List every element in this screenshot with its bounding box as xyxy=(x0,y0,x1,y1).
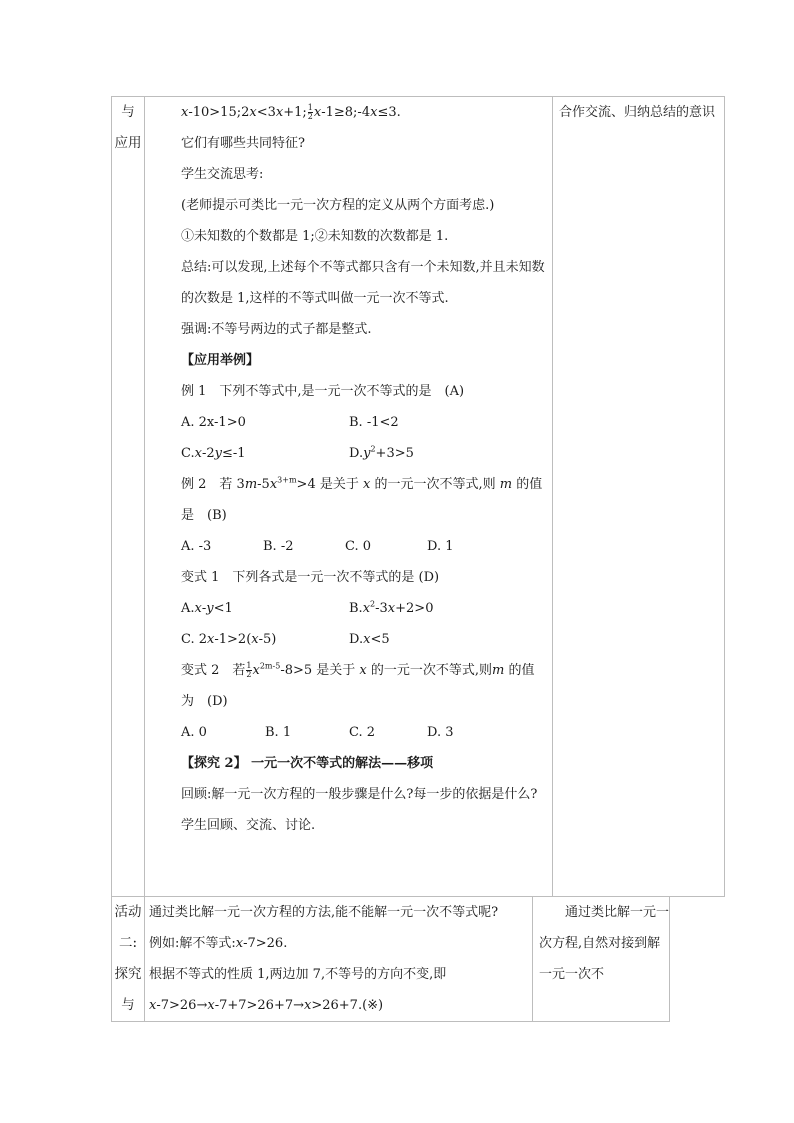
option-d: D. 3 xyxy=(427,725,454,740)
option-b: $B.x^2-3x+2>0$ xyxy=(349,599,434,616)
students-think: 学生交流思考: xyxy=(181,167,264,182)
option-d: D.x<5 xyxy=(349,632,390,647)
fraction: $\frac{1}{2}$ xyxy=(246,661,252,679)
option-b: B. -2 xyxy=(263,539,294,554)
heading-examples: 【应用举例】 xyxy=(181,353,260,368)
analogy-question: 通过类比解一元一次方程的方法,能不能解一元一次不等式呢? xyxy=(149,905,499,920)
variant-1-options-cd xyxy=(181,624,552,655)
design-intent-text: 通过类比解一元一次方程,自然对接到解一元一次不 xyxy=(539,905,670,982)
lesson-table-top xyxy=(111,96,725,897)
lesson-table-bottom xyxy=(111,896,670,1022)
option-a: A. 2x-1>0 xyxy=(181,415,246,430)
design-intent-cell xyxy=(553,97,725,897)
stage-label-line: 二: xyxy=(118,935,138,951)
emphasis-text: 强调:不等号两边的式子都是整式. xyxy=(181,322,372,337)
option-c: C.x-2y≤-1 xyxy=(181,446,246,461)
features-text: ①未知数的个数都是 1;②未知数的次数都是 1. xyxy=(181,229,449,244)
activity-content-cell xyxy=(145,897,533,1022)
stage-label-line: 活动 xyxy=(114,904,142,920)
review-question: 回顾:解一元一次方程的一般步骤是什么?每一步的依据是什么? xyxy=(181,787,538,802)
option-d: $D.y^2+3>5$ xyxy=(349,444,414,461)
example-2-question: 例 2 若 $3m-5x^{3+m}>4$ 是关于 x 的一元一次不等式,则 m 的值 xyxy=(181,475,543,492)
variant-2-question: 变式 2 若 $\frac{1}{2}$ $x^{2m-5}-8>5$ 是关于 x 的一元一次不等式,则m 的值 xyxy=(181,661,535,679)
option-b: B. 1 xyxy=(265,725,292,740)
example-1-options-cd xyxy=(181,438,552,469)
question-common-features: 它们有哪些共同特征? xyxy=(181,136,305,151)
stage-label-line: 应用 xyxy=(114,135,142,151)
stage-label-line: 探究 xyxy=(114,966,142,982)
option-a: A.x-y<1 xyxy=(181,601,233,616)
example-1-question: 例 1 下列不等式中,是一元一次不等式的是 (A) xyxy=(181,384,465,399)
activity-content-cell xyxy=(145,97,553,897)
variant-1-question: 变式 1 下列各式是一元一次不等式的是 (D) xyxy=(181,570,440,585)
fraction: $\frac{1}{2}$ xyxy=(307,103,313,121)
option-a: A. 0 xyxy=(181,725,207,740)
stage-label-line: 与 xyxy=(121,997,135,1013)
stage-label-line: 与 xyxy=(121,104,135,120)
variant-2-options xyxy=(181,717,552,748)
inequality-list: x-10>15;2x<3x+1; $\frac{1}{2}$ x-1≥8;-4x≤3. xyxy=(181,103,401,121)
design-intent-text: 合作交流、归纳总结的意识 xyxy=(559,105,716,120)
example-2-tail: 是 (B) xyxy=(181,508,227,523)
stage-label-cell xyxy=(112,97,145,897)
example-inequality: 例如:解不等式:x-7>26. xyxy=(149,936,288,951)
variant-1-options-ab xyxy=(181,593,552,624)
teacher-hint: (老师提示可类比一元一次方程的定义从两个方面考虑.) xyxy=(181,198,495,213)
summary-text: 总结:可以发现,上述每个不等式都只含有一个未知数,并且未知数的次数是 1,这样的不等式叫做一元一次不等式. xyxy=(181,260,545,306)
students-review: 学生回顾、交流、讨论. xyxy=(181,818,316,833)
derivation: x-7>26→x-7+7>26+7→x>26+7.(※) xyxy=(149,998,384,1013)
heading-explore-2: 【探究 2】 一元一次不等式的解法——移项 xyxy=(181,756,434,771)
example-2-options xyxy=(181,531,552,562)
example-1-options-ab xyxy=(181,407,552,438)
option-c: C. 2 xyxy=(349,725,376,740)
option-b: B. -1<2 xyxy=(349,415,399,430)
option-c: C. 0 xyxy=(345,539,372,554)
option-d: D. 1 xyxy=(427,539,454,554)
variant-2-tail: 为 (D) xyxy=(181,694,228,709)
property-text: 根据不等式的性质 1,两边加 7,不等号的方向不变,即 xyxy=(149,967,447,982)
option-c: C. 2x-1>2(x-5) xyxy=(181,632,277,647)
design-intent-cell xyxy=(533,897,670,1022)
option-a: A. -3 xyxy=(181,539,212,554)
stage-label-cell xyxy=(112,897,145,1022)
